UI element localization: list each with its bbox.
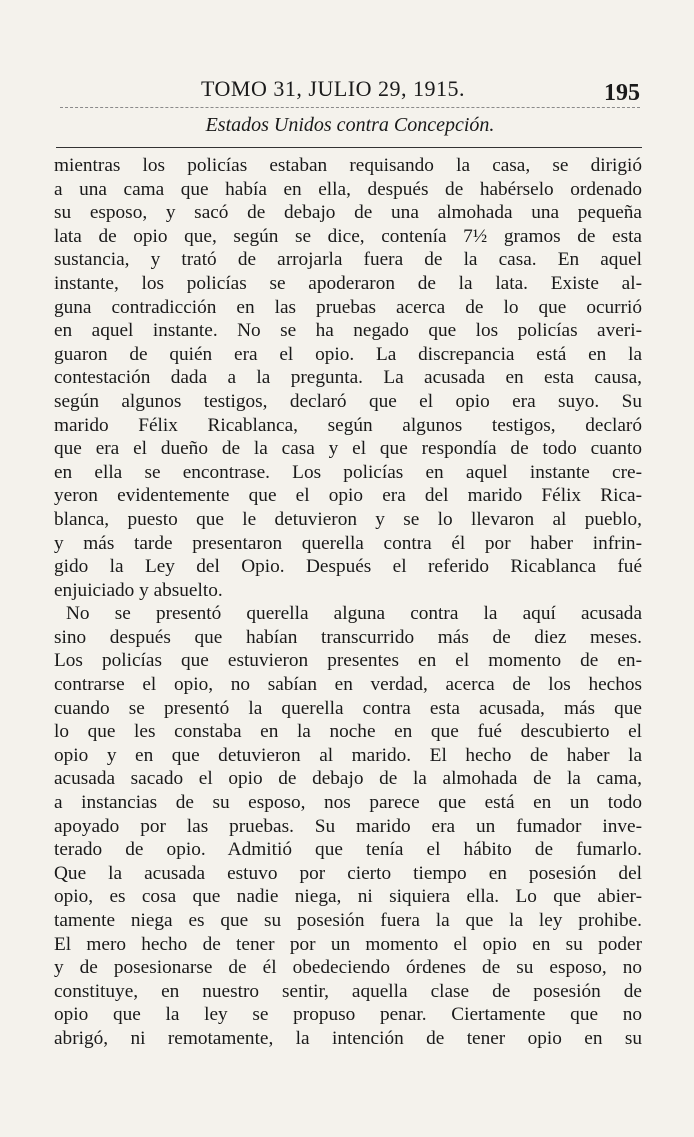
text-line: contrarse el opio, no sabían en verdad, acerca de los hechos	[54, 674, 642, 696]
text-line: Que la acusada estuvo por cierto tiempo en posesión del	[54, 862, 642, 884]
text-line: acusada sacado el opio de debajo de la almohada de la cama,	[54, 768, 642, 790]
case-title-divider	[56, 147, 642, 148]
body-text	[54, 154, 642, 1051]
text-line: constituye, en nuestro sentir, aquella clase de posesión de	[54, 980, 642, 1002]
case-title: Estados Unidos contra Concepción.	[205, 114, 495, 136]
text-line: terado de opio. Admitió que tenía el hábito de fumarlo.	[54, 839, 642, 861]
text-line: lo que les constaba en la noche en que fué descubierto el	[54, 721, 642, 743]
running-header	[56, 72, 646, 112]
text-line: opio, es cosa que nadie niega, ni siquiera ella. Lo que abier-	[54, 886, 642, 908]
text-line: No se presentó querella alguna contra la aquí acusada	[66, 603, 642, 625]
text-line: guaron de quién era el opio. La discrepancia está en la	[54, 343, 642, 365]
header-divider	[60, 107, 640, 108]
paragraph-1	[54, 154, 642, 602]
text-line: a una cama que había en ella, después de habérselo ordenado	[54, 178, 642, 200]
text-line: opio y en que detuvieron al marido. El hecho de haber la	[54, 744, 642, 766]
text-line: blanca, puesto que le detuvieron y se lo llevaron al pueblo,	[54, 508, 642, 530]
text-line: Los policías que estuvieron presentes en el momento de en-	[54, 650, 642, 672]
text-line: que era el dueño de la casa y el que respondía de todo cuanto	[54, 438, 642, 460]
text-line: opio que la ley se propuso penar. Ciertamente que no	[54, 1004, 642, 1026]
text-line: y más tarde presentaron querella contra él por haber infrin-	[54, 532, 642, 554]
text-line: abrigó, ni remotamente, la intención de tener opio en su	[54, 1027, 642, 1049]
text-line: mientras los policías estaban requisando la casa, se dirigió	[54, 155, 642, 176]
text-line: sustancia, y trató de arrojarla fuera de la casa. En aquel	[54, 249, 642, 271]
text-line: instante, los policías se apoderaron de la lata. Existe al-	[54, 272, 642, 294]
text-line: tamente niega es que su posesión fuera la que la ley prohibe.	[54, 910, 642, 931]
text-line: cuando se presentó la querella contra esta acusada, más que	[54, 697, 642, 719]
page-number: 195	[604, 80, 640, 106]
text-line: en ella se encontrase. Los policías en aquel instante cre-	[54, 461, 642, 483]
text-line: y de posesionarse de él obedeciendo órdenes de su esposo, no	[54, 957, 642, 979]
text-line: yeron evidentemente que el opio era del marido Félix Rica-	[54, 485, 642, 507]
text-line: marido Félix Ricablanca, según algunos testigos, declaró	[54, 414, 642, 436]
text-line: su esposo, y sacó de debajo de una almohada una pequeña	[54, 202, 642, 224]
text-line: sino después que habían transcurrido más de diez meses.	[54, 626, 642, 648]
text-line: El mero hecho de tener por un momento el opio en su poder	[54, 933, 642, 955]
text-line: apoyado por las pruebas. Su marido era un fumador inve-	[54, 815, 642, 837]
text-line: lata de opio que, según se dice, contenía 7½ gramos de esta	[54, 225, 642, 247]
text-line: contestación dada a la pregunta. La acusada en esta causa,	[54, 367, 642, 389]
paragraph-2	[54, 602, 642, 1050]
text-line: en aquel instante. No se ha negado que los policías averi-	[54, 320, 642, 342]
volume-date: TOMO 31, JULIO 29, 1915.	[201, 76, 465, 101]
text-line: guna contradicción en las pruebas acerca de lo que ocurrió	[54, 296, 642, 318]
text-line: enjuiciado y absuelto.	[54, 579, 223, 601]
text-line: gido la Ley del Opio. Después el referido Ricablanca fué	[54, 556, 642, 578]
text-line: según algunos testigos, declaró que el opio era suyo. Su	[54, 390, 642, 412]
text-line: a instancias de su esposo, nos parece que está en un todo	[54, 792, 642, 814]
